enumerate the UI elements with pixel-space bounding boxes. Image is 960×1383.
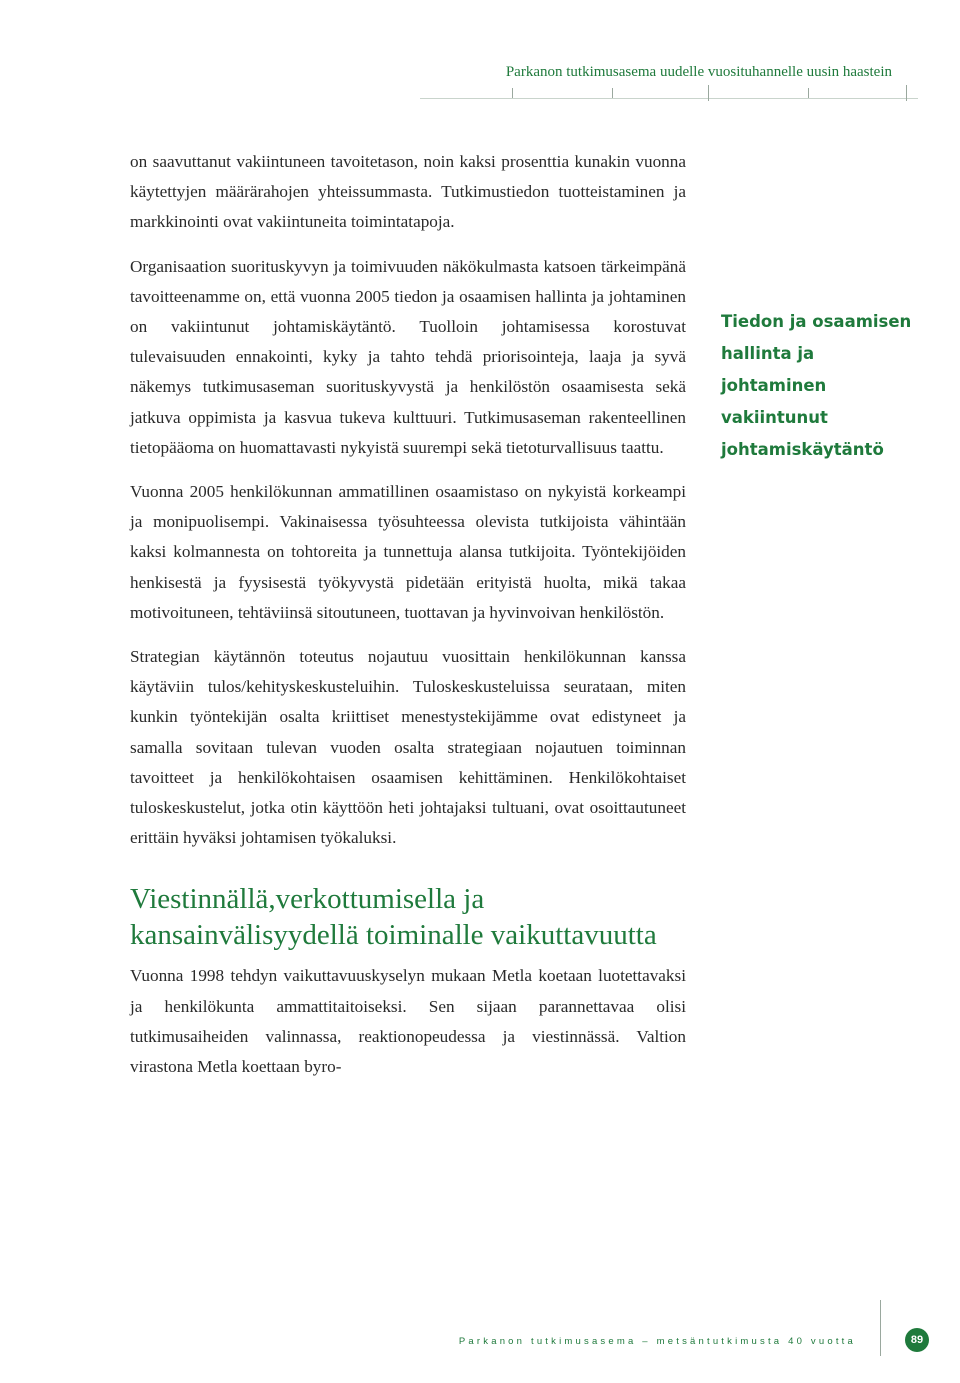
pull-quote: Tiedon ja osaamisen hallinta ja johtaminen vakiintunut johtamiskäytäntö (721, 312, 912, 459)
header-tick (708, 85, 709, 101)
header-tick (906, 85, 907, 101)
footer-text: Parkanon tutkimusasema – metsäntutkimusta 40 vuotta (458, 1336, 856, 1347)
section-heading: Viestinnällä,verkottumisella ja kansainvälisyydellä toiminalle vaikuttavuutta (130, 883, 657, 952)
body-paragraph: on saavuttanut vakiintuneen tavoitetason, noin kaksi prosenttia kunakin vuonna käytettyjen määrärahojen yhteissummasta. Tutkimustiedon tuotteistaminen ja markkinointi ovat vakiintuneita toimintatapoja. (130, 152, 686, 232)
body-column (130, 147, 686, 1096)
section-paragraph: Vuonna 1998 tehdyn vaikuttavuuskyselyn mukaan Metla koetaan luotettavaksi ja henkilökunta ammattitaitoiseksi. Sen sijaan parannettavaa olisi tutkimusaiheiden valinnassa, reaktionopeudessa ja viestinnässä. Valtion virastona Metla koettaan byro- (130, 966, 686, 1077)
body-paragraph: Organisaation suorituskyvyn ja toimivuuden näkökulmasta katsoen tärkeimpänä tavoitteenamme on, että vuonna 2005 tiedon ja osaamisen hallinta ja johtaminen on vakiintunut johtamiskäytäntö. Tuolloin johtamisessa korostuvat tulevaisuuden ennakointi, kyky ja tahto tehdä priorisointeja, laaja ja syvä näkemys tutkimusaseman suorituskyvystä ja henkilöstön osaamisesta sekä jatkuva oppimista ja kasvua tukeva kulttuuri. Tutkimusaseman rakenteellinen tietopääoma on huomattavasti nykyistä suurempi sekä tietoturvallisuus taattu. (130, 256, 686, 457)
footer-rule (880, 1300, 881, 1356)
header-tick (612, 88, 613, 98)
header-tick (808, 88, 809, 98)
body-paragraph: Strategian käytännön toteutus nojautuu vuosittain henkilökunnan kanssa käytäviin tulos/kehityskeskusteluihin. Tuloskeskusteluissa seurataan, miten kunkin työntekijän osalta kriittiset menestystekijämme ovat edistyneet ja samalla sovitaan tulevan vuoden osalta strategiaan nojautuen toiminnan tavoitteet ja henkilökohtaisen osaamisen kehittäminen. Henkilökohtaiset tuloskeskustelut, jotka otin käyttöön heti johtajaksi tultuani, ovat osoittautuneet erittäin hyväksi johtamisen työkaluksi. (130, 647, 686, 848)
body-paragraph: Vuonna 2005 henkilökunnan ammatillinen osaamistaso on nykyistä korkeampi ja monipuolisempi. Vakinaisessa työsuhteessa olevista tutkijoista vähintään kaksi kolmannesta on tohtoreita ja tunnettuja alansa tutkijoita. Työntekijöiden henkisestä ja fyysisestä työkyvystä pidetään erityistä huolta, mikä takaa motivoituneen, tehtäviinsä sitoutuneen, tuottavan ja hyvinvoivan henkilöstön. (130, 482, 686, 622)
header-rule (420, 98, 918, 99)
running-header: Parkanon tutkimusasema uudelle vuosituhannelle uusin haastein (505, 64, 892, 80)
header-tick (512, 88, 513, 98)
page-number-badge: 89 (905, 1328, 929, 1352)
